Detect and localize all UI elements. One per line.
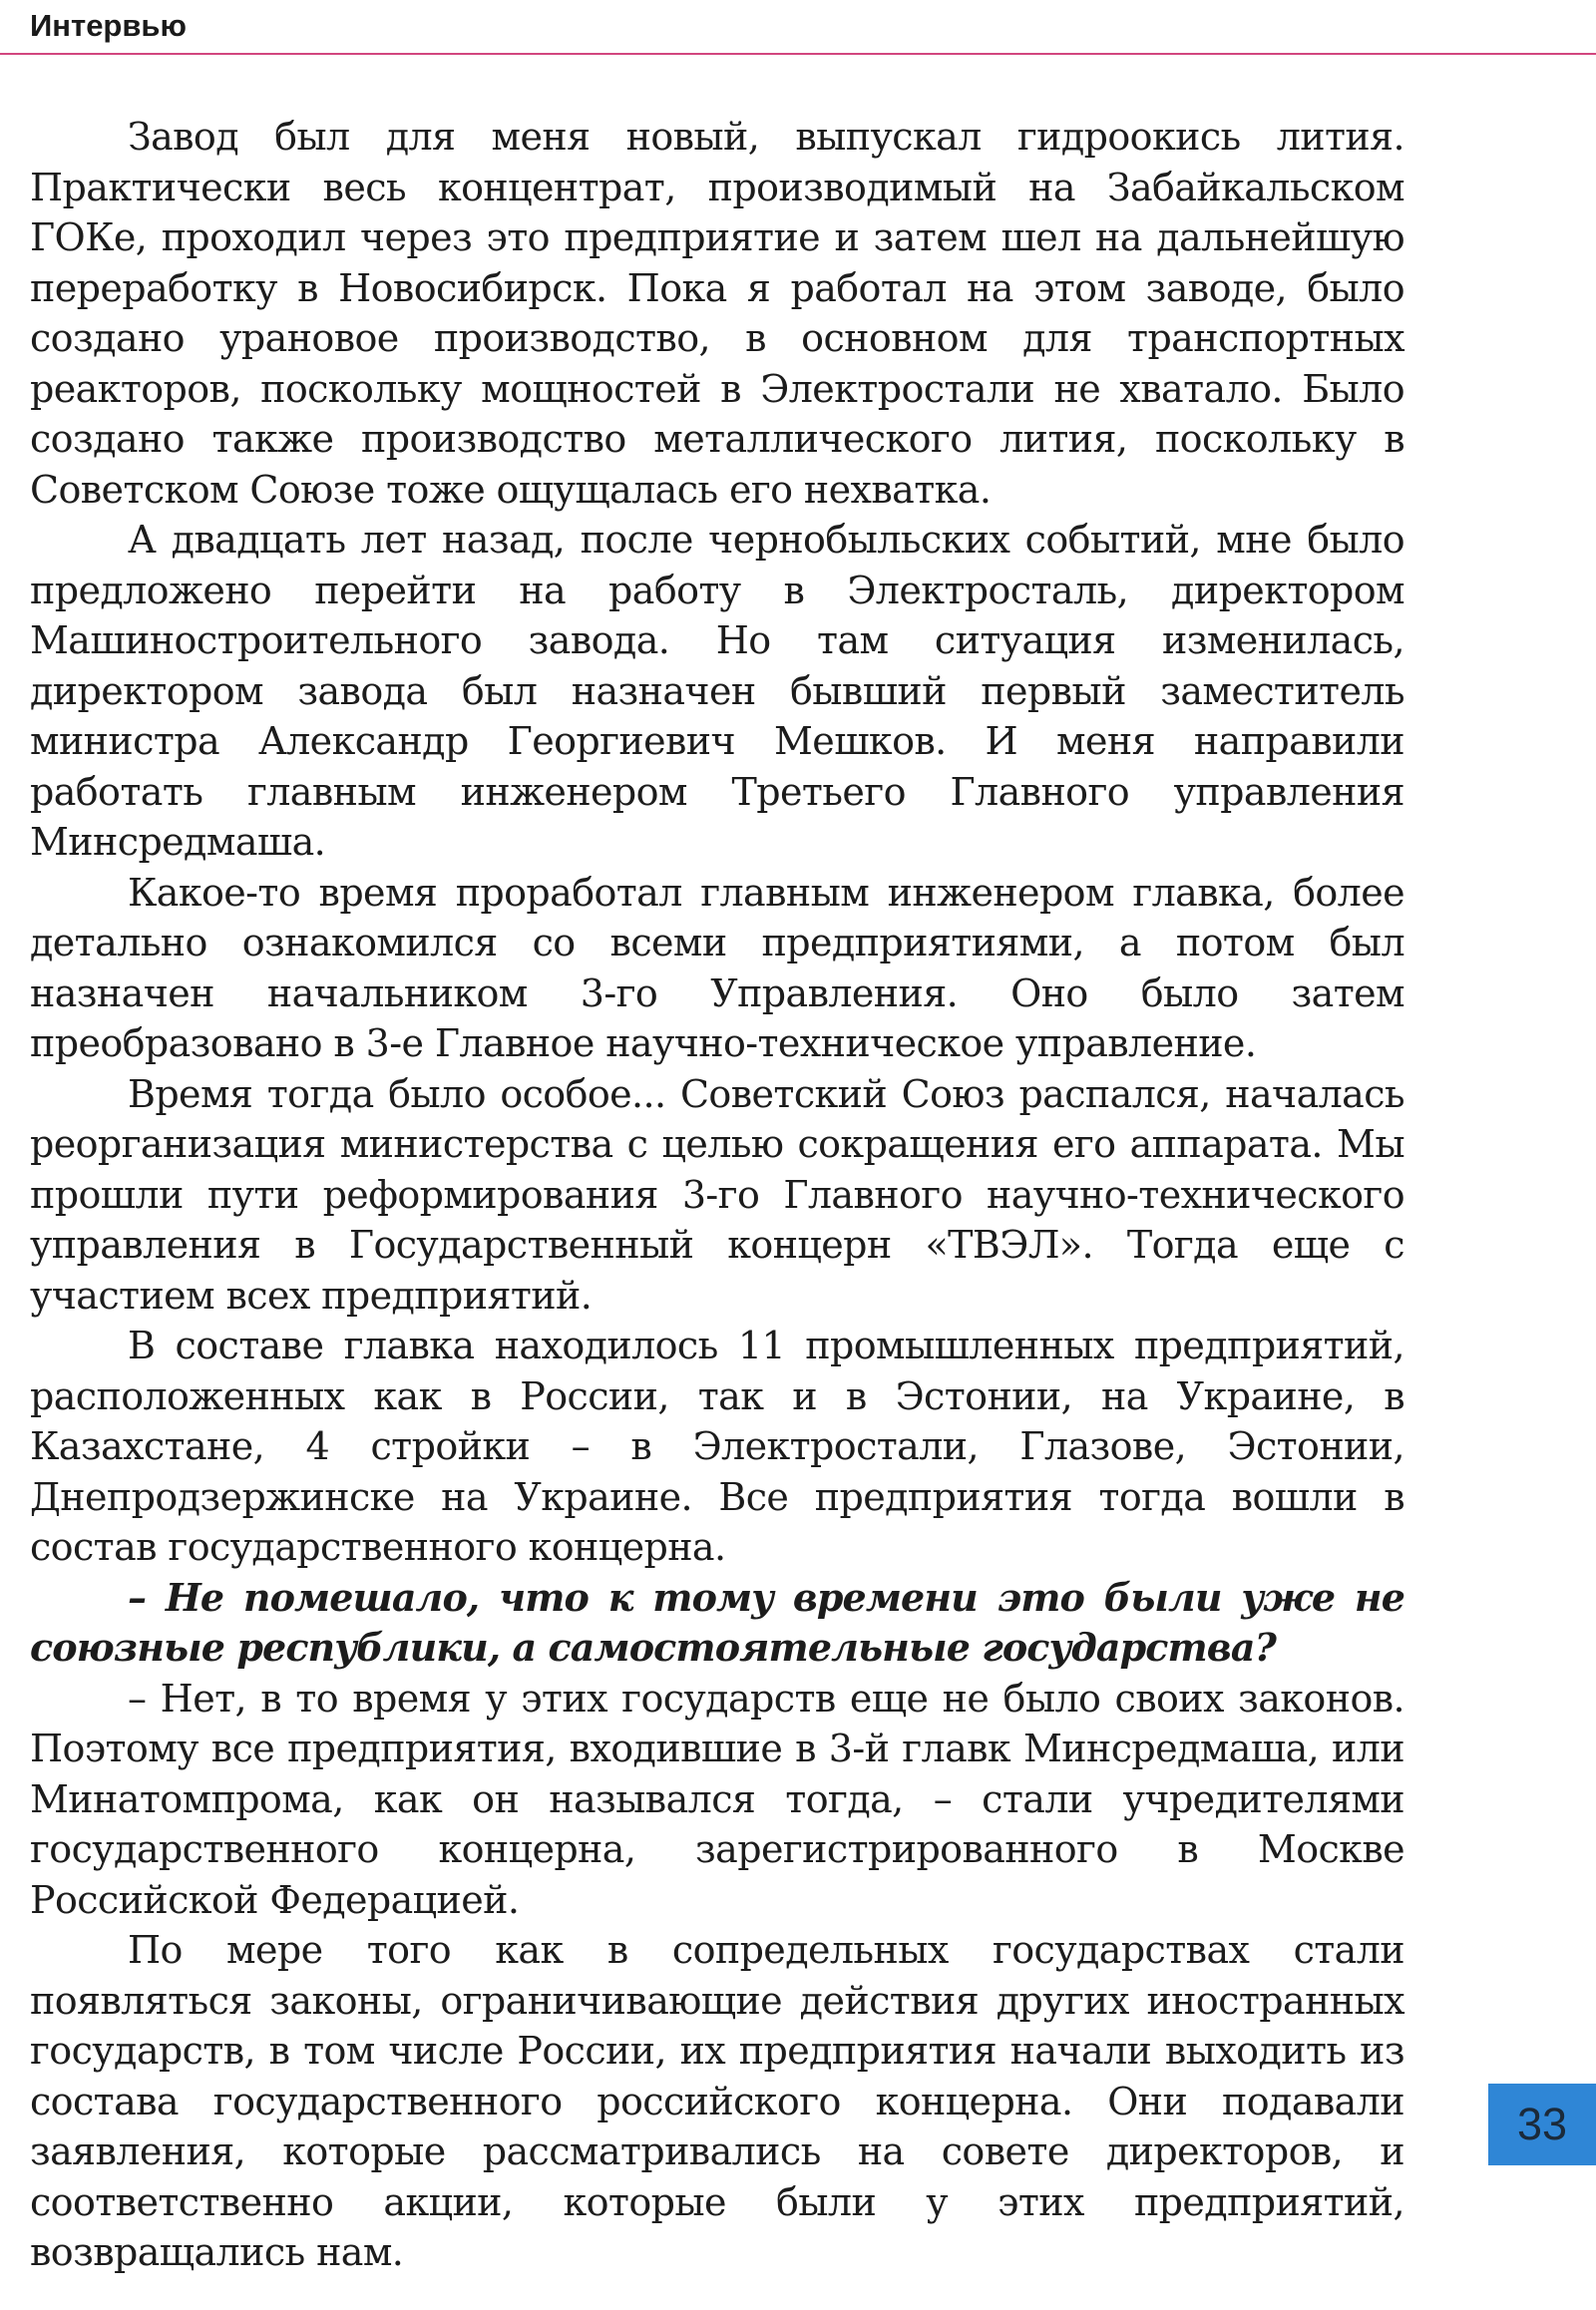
header-divider — [0, 53, 1596, 55]
section-label: Интервью — [30, 8, 187, 43]
article-paragraph: В составе главка находилось 11 промышленных предприятий, расположенных как в России, так и в Эстонии, на Украине, в Казахстане, 4 стройки – в Электростали, Глазове, Эстонии, Днепродзержинске на Украине. Все предприятия тогда вошли в состав государственного концерна. — [30, 1324, 1404, 1569]
article-paragraph: Какое-то время проработал главным инженером главка, более детально ознакомился со всеми предприятиями, а потом был назначен начальником 3-го Управления. Оно было затем преобразовано в 3-е Главное научно-техническое управление. — [30, 870, 1404, 1065]
article-body — [30, 112, 1404, 2278]
interview-answer-paragraph: По мере того как в сопредельных государствах стали появляться законы, ограничивающие действия других иностранных государств, в том числе России, их предприятия начали выходить из состава государственного российского концерна. Они подавали заявления, которые рассматривались на совете директоров, и соответственно акции, которые были у этих предприятий, возвращались нам. — [30, 1928, 1404, 2274]
article-paragraph: Время тогда было особое... Советский Союз распался, началась реорганизация министерства с целью сокращения его аппарата. Мы прошли пути реформирования 3-го Главного научно-технического управления в Государственный концерн «ТВЭЛ». Тогда еще с участием всех предприятий. — [30, 1071, 1404, 1318]
article-paragraph: А двадцать лет назад, после чернобыльских событий, мне было предложено перейти на работу в Электросталь, директором Машиностроительного завода. Но там ситуация изменилась, директором завода был назначен бывший первый заместитель министра Александр Георгиевич Мешков. И меня направили работать главным инженером Третьего Главного управления Минсредмаша. — [30, 518, 1404, 864]
interview-question: – Не помешало, что к тому времени это были уже не союзные республики, а самостоятельные государства? — [30, 1574, 1404, 1670]
page-number-badge: 33 — [1488, 2084, 1596, 2165]
interview-answer-paragraph: – Нет, в то время у этих государств еще не было своих законов. Поэтому все предприятия, входившие в 3-й главк Минсредмаша, или Минатомпрома, как он назывался тогда, – стали учредителями государственного концерна, зарегистрированного в Москве Российской Федерацией. — [30, 1676, 1404, 1922]
article-paragraph: Завод был для меня новый, выпускал гидроокись лития. Практически весь концентрат, производимый на Забайкальском ГОКе, проходил через это предприятие и затем шел на дальнейшую переработку в Новосибирск. Пока я работал на этом заводе, было создано урановое производство, в основном для транспортных реакторов, поскольку мощностей в Электростали не хватало. Было создано также производство металлического лития, поскольку в Советском Союзе тоже ощущалась его нехватка. — [30, 115, 1404, 512]
